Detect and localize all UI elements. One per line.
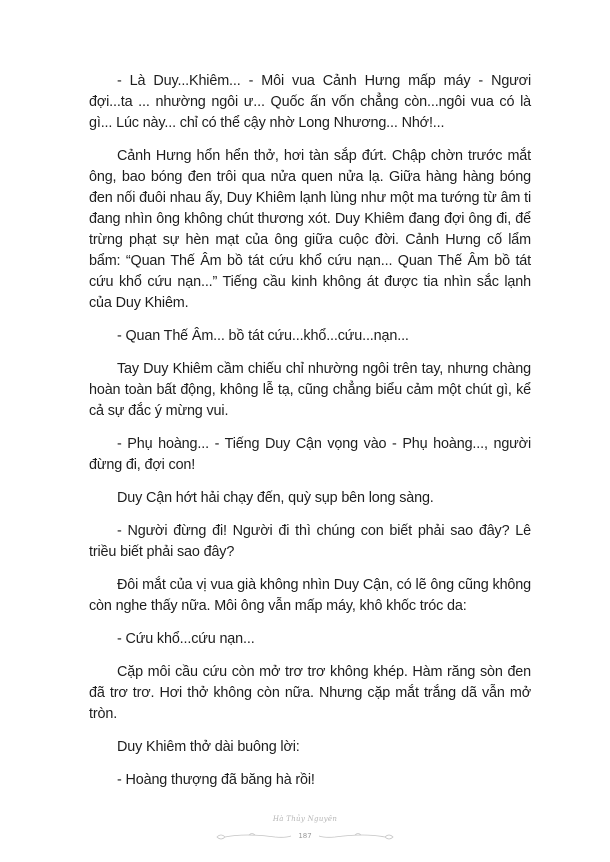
body-text (89, 71, 531, 803)
paragraph: Đôi mắt của vị vua già không nhìn Duy Cận, có lẽ ông cũng không còn nghe thấy nữa. Môi ông vẫn mấp máy, khô khốc tróc da: (89, 577, 531, 614)
footer-author: Hà Thủy Nguyên (272, 815, 338, 823)
paragraph: - Cứu khổ...cứu nạn... (117, 631, 255, 647)
paragraph: Cặp môi cầu cứu còn mở trơ trơ không khép. Hàm răng sòn đen đã trơ trơ. Hơi thở không còn nữa. Nhưng cặp mắt trắng dã vẫn mở tròn. (89, 664, 531, 722)
footer-ornament (205, 829, 405, 845)
page-number: 187 (298, 832, 312, 840)
paragraph: - Người đừng đi! Người đi thì chúng con biết phải sao đây? Lê triều biết phải sao đây? (89, 523, 531, 560)
paragraph: - Hoàng thượng đã băng hà rồi! (117, 772, 315, 788)
paragraph: Cảnh Hưng hổn hển thở, hơi tàn sắp đứt. Chập chờn trước mắt ông, bao bóng đen trôi qua nửa quen nửa lạ. Giữa hàng hàng bóng đen nối đuôi nhau ấy, Duy Khiêm lạnh lùng như một ma tướng từ âm ti đang nhìn ông không chút thương xót. Duy Khiêm đang đợi ông đi, để trừng phạt sự hèn mạt của ông giữa cuộc đời. Cảnh Hưng cố lẩm bẩm: “Quan Thế Âm bồ tát cứu khổ cứu nạn... Quan Thế Âm bồ tát cứu khổ cứu nạn...” Tiếng cầu kinh không át được tia nhìn sắc lạnh của Duy Khiêm. (89, 148, 531, 311)
paragraph: - Quan Thế Âm... bồ tát cứu...khổ...cứu...nạn... (117, 328, 409, 344)
paragraph: - Là Duy...Khiêm... - Môi vua Cảnh Hưng mấp máy - Ngươi đợi...ta ... nhường ngôi ư... Quốc ấn vốn chẳng còn...ngôi vua có là gì... Lúc này... chỉ có thể cậy nhờ Long Nhương... Nhớ!... (89, 73, 531, 131)
paragraph: Tay Duy Khiêm cầm chiếu chỉ nhường ngôi trên tay, nhưng chàng hoàn toàn bất động, không lễ tạ, cũng chẳng biểu cảm một chút gì, kể cả sự đắc ý mừng vui. (89, 361, 531, 419)
paragraph: - Phụ hoàng... - Tiếng Duy Cận vọng vào - Phụ hoàng..., người đừng đi, đợi con! (89, 436, 531, 473)
page-footer (0, 808, 610, 845)
paragraph: Duy Cận hớt hải chạy đến, quỳ sụp bên long sàng. (117, 490, 434, 506)
paragraph: Duy Khiêm thở dài buông lời: (117, 739, 300, 755)
